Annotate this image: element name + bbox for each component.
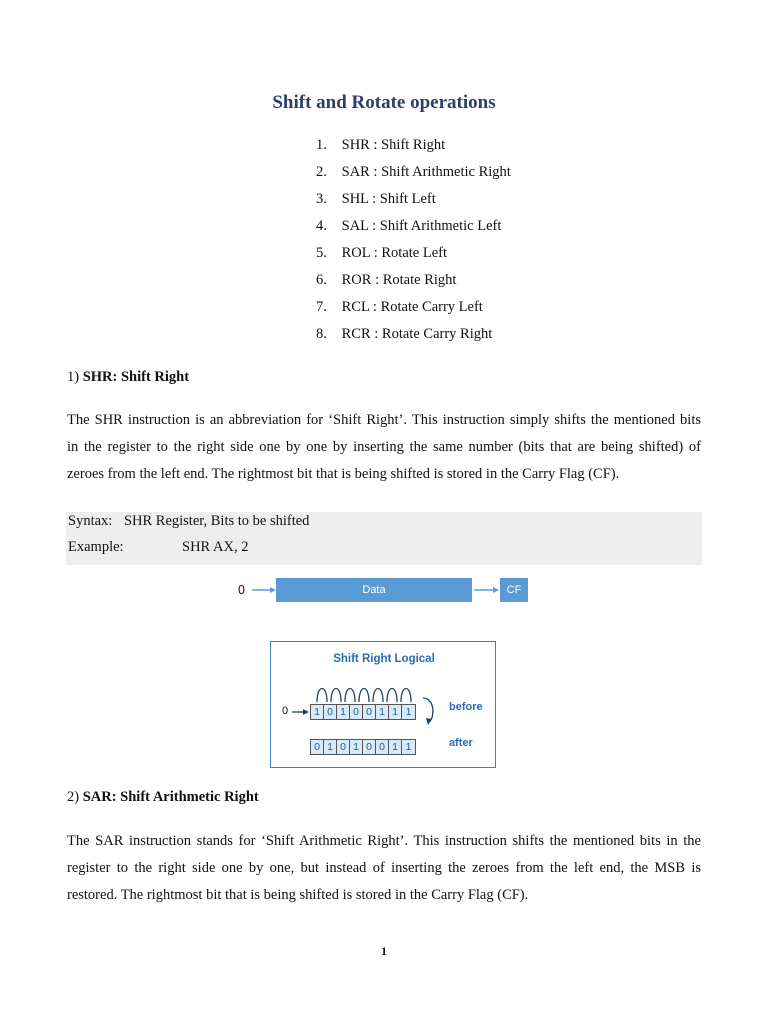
data-register-box: Data xyxy=(276,578,472,602)
list-item xyxy=(316,323,511,350)
list-number: 5. xyxy=(316,245,327,261)
list-number: 2. xyxy=(316,164,327,180)
bit-cell: 1 xyxy=(389,705,402,719)
bit-cell: 0 xyxy=(311,740,324,754)
syntax-label: Syntax: xyxy=(68,513,113,529)
hop-arrow xyxy=(401,689,411,703)
bit-cell: 0 xyxy=(324,705,337,719)
list-text: SHL : Shift Left xyxy=(341,191,436,207)
section-number: 1) xyxy=(67,369,80,385)
hop-arrow xyxy=(373,689,383,703)
shift-right-logical-figure xyxy=(270,641,496,768)
list-number: 1. xyxy=(316,137,327,153)
section-heading-sar xyxy=(67,789,259,806)
paragraph-line: The SAR instruction stands for ‘Shift Arithmetic Right’. This instruction shifts the mentioned bits in the xyxy=(67,833,701,849)
example-row xyxy=(68,539,249,556)
bit-cell: 1 xyxy=(376,705,389,719)
bit-cell: 1 xyxy=(402,740,415,754)
syntax-box xyxy=(66,512,702,565)
hop-arrow xyxy=(387,689,397,703)
list-number: 7. xyxy=(316,299,327,315)
page-number: 1 xyxy=(381,944,387,958)
input-zero: 0 xyxy=(238,583,245,597)
bit-cell: 0 xyxy=(363,705,376,719)
list-item xyxy=(316,296,511,323)
bit-cell: 1 xyxy=(350,740,363,754)
list-item xyxy=(316,188,511,215)
paragraph-line: in the register to the right side one by one by inserting the same number (bits that are being shifted) of xyxy=(67,439,701,455)
list-number: 8. xyxy=(316,326,327,342)
section-title: SAR: Shift Arithmetic Right xyxy=(82,789,259,805)
list-item xyxy=(316,134,511,161)
list-item xyxy=(316,215,511,242)
section-title: SHR: Shift Right xyxy=(82,369,190,385)
bits-before xyxy=(310,704,416,720)
list-text: RCL : Rotate Carry Left xyxy=(341,299,483,315)
list-item xyxy=(316,161,511,188)
syntax-value: SHR Register, Bits to be shifted xyxy=(123,513,310,529)
bit-cell: 1 xyxy=(324,740,337,754)
before-label: before xyxy=(449,701,483,713)
bit-cell: 0 xyxy=(376,740,389,754)
bits-after xyxy=(310,739,416,755)
bit-cell: 1 xyxy=(389,740,402,754)
section-number: 2) xyxy=(67,789,80,805)
bit-cell: 0 xyxy=(363,740,376,754)
syntax-row xyxy=(68,513,309,530)
out-arrow-head xyxy=(426,718,432,725)
shift-flow-diagram xyxy=(230,574,540,606)
operations-list xyxy=(316,134,511,350)
list-number: 6. xyxy=(316,272,327,288)
paragraph-line: restored. The rightmost bit that is being shifted is stored in the Carry Flag (CF). xyxy=(67,887,529,903)
list-text: SHR : Shift Right xyxy=(341,137,446,153)
figure-title: Shift Right Logical xyxy=(333,653,435,665)
list-text: ROR : Rotate Right xyxy=(341,272,457,288)
paragraph-line: The SHR instruction is an abbreviation for ‘Shift Right’. This instruction simply shifts the mentioned bits xyxy=(67,412,701,428)
list-text: RCR : Rotate Carry Right xyxy=(341,326,493,342)
sar-description xyxy=(67,828,701,909)
page-title: Shift and Rotate operations xyxy=(272,92,496,113)
bit-cell: 0 xyxy=(337,740,350,754)
in-arrow-head xyxy=(303,709,309,715)
list-text: SAR : Shift Arithmetic Right xyxy=(341,164,511,180)
section-heading-shr xyxy=(67,369,189,386)
carry-flag-box: CF xyxy=(500,578,528,602)
example-value: SHR AX, 2 xyxy=(182,539,249,555)
after-label: after xyxy=(449,737,473,749)
list-item xyxy=(316,242,511,269)
arrow-out-head xyxy=(493,587,499,593)
hop-arrow xyxy=(331,689,341,703)
hop-arrow xyxy=(359,689,369,703)
list-number: 3. xyxy=(316,191,327,207)
bit-cell: 1 xyxy=(311,705,324,719)
input-zero: 0 xyxy=(282,705,289,717)
bit-cell: 0 xyxy=(350,705,363,719)
list-text: SAL : Shift Arithmetic Left xyxy=(341,218,502,234)
list-text: ROL : Rotate Left xyxy=(341,245,447,261)
bit-cell: 1 xyxy=(337,705,350,719)
hop-arrow xyxy=(345,689,355,703)
shr-description xyxy=(67,407,701,488)
list-item xyxy=(316,269,511,296)
hop-arrow xyxy=(317,689,327,703)
paragraph-line: zeroes from the left end. The rightmost bit that is being shifted is stored in the Carry Flag (CF). xyxy=(67,466,620,482)
paragraph-line: register to the right side one by one, but instead of inserting the zeroes from the left end, the MSB is xyxy=(67,860,701,876)
bit-cell: 1 xyxy=(402,705,415,719)
example-label: Example: xyxy=(68,539,124,555)
list-number: 4. xyxy=(316,218,327,234)
